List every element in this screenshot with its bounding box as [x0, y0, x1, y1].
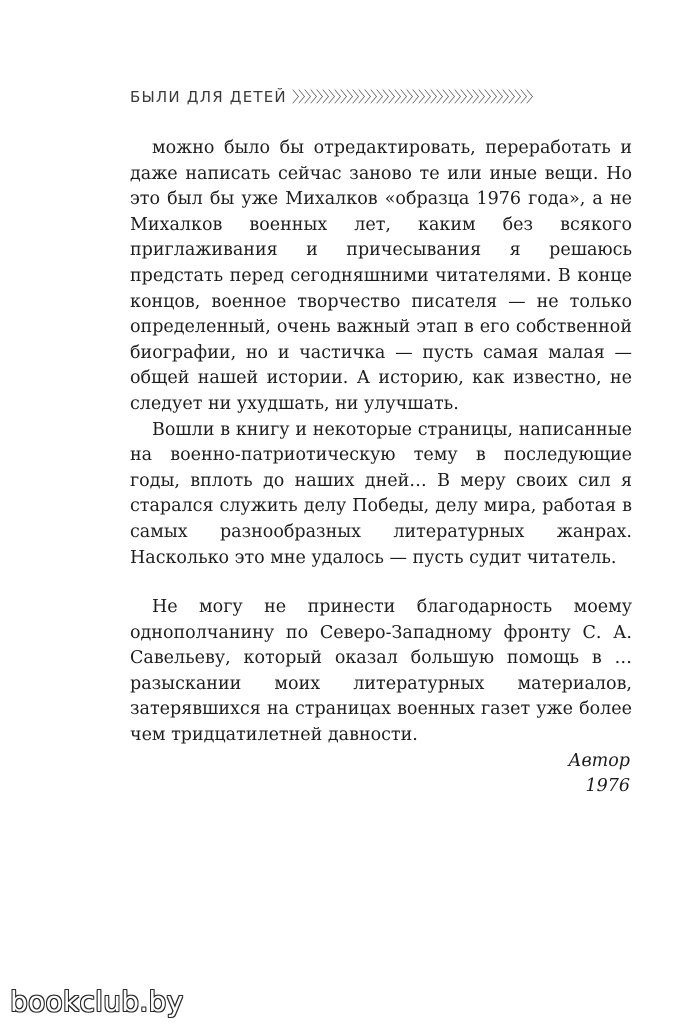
paragraph-1: можно было бы отредактировать, переработать и даже написать сейчас заново те или иные вещи. Но это был бы уже Михалков «образца 1976 года», а не Михалков военных лет, каким без всякого приглаживания и причесывания я решаюсь предстать перед сегодняшними читателями. В конце концов, военное творчество писателя — не только определенный, очень важный этап в его собственной биографии, но и частичка — пусть самая малая — общей нашей истории. А историю, как известно, не следует ни ухудшать, ни улучшать.: [130, 138, 632, 414]
paragraph-3: Не могу не принести благодарность моему однополчанину по Северо-Западному фронту С. А. Савельеву, который оказал большую помощь в … разыскании моих литературных материалов, затерявшихся на страницах военных газет уже более чем тридцатилетней давности.: [130, 597, 632, 746]
watermark-logo: bookclub.by: [10, 985, 184, 1018]
running-header: [130, 86, 636, 107]
chevron-ornament-icon: 〉〉〉〉〉〉〉〉〉〉〉〉〉〉〉〉〉〉〉〉〉〉〉〉〉〉〉〉〉〉〉〉〉〉〉〉〉〉〉〉: [291, 88, 540, 106]
running-header-title: БЫЛИ ДЛЯ ДЕТЕЙ: [130, 87, 287, 106]
paragraph-spacer: [130, 571, 632, 595]
signature-author: Автор: [568, 750, 630, 771]
paragraph-2: Вошли в книгу и некоторые страницы, написанные на военно-патриотическую тему в последующие годы, вплоть до наших дней… В меру своих сил я старался служить делу Победы, делу мира, работая в самых разнообразных литературных жанрах. Насколько это мне удалось — пусть судит читатель.: [130, 419, 632, 568]
page-body: [130, 136, 632, 800]
signature-year: 1976: [585, 776, 630, 797]
